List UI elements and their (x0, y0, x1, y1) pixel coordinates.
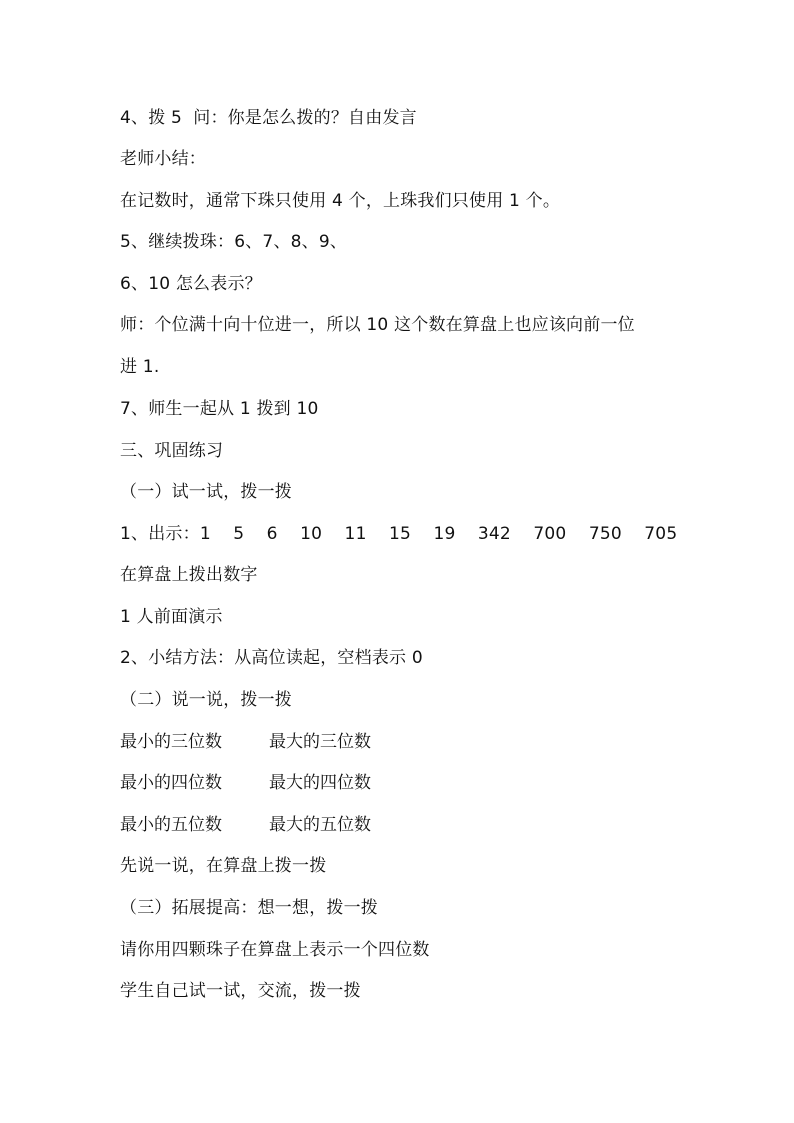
subsection-heading-2: （二）说一说，拨一拨 (120, 690, 292, 710)
subsection-heading-3: （三）拓展提高：想一想，拨一拨 (120, 898, 378, 918)
text-line-12: 在算盘上拨出数字 (120, 565, 258, 585)
comparison-row (120, 731, 371, 753)
text-line-4: 5、继续拨珠：6、7、8、9、 (120, 232, 348, 252)
text-line-3: 在记数时，通常下珠只使用 4 个，上珠我们只使用 1 个。 (120, 191, 561, 211)
comparison-row (120, 814, 371, 836)
text-line-7: 进 1. (120, 357, 160, 377)
subsection-heading-1: （一）试一试，拨一拨 (120, 482, 292, 502)
text-line-22: 学生自己试一试，交流，拨一拨 (120, 981, 361, 1001)
text-line-numbers: 1、出示：1 5 6 10 11 15 19 342 700 750 705 (120, 524, 678, 544)
text-line-21: 请你用四颗珠子在算盘上表示一个四位数 (120, 940, 430, 960)
section-heading-consolidation: 三、巩固练习 (120, 441, 224, 461)
smallest-label: 最小的五位数 (120, 815, 222, 835)
text-line-1: 4、拨 5 问：你是怎么拨的？自由发言 (120, 108, 417, 128)
largest-label: 最大的五位数 (269, 815, 371, 835)
smallest-label: 最小的三位数 (120, 732, 222, 752)
text-line-8: 7、师生一起从 1 拨到 10 (120, 399, 319, 419)
text-line-2: 老师小结： (120, 149, 206, 169)
text-line-13: 1 人前面演示 (120, 607, 223, 627)
text-line-14: 2、小结方法：从高位读起，空档表示 0 (120, 648, 423, 668)
text-line-5: 6、10 怎么表示？ (120, 274, 262, 294)
smallest-label: 最小的四位数 (120, 773, 222, 793)
comparison-row (120, 772, 371, 794)
text-line-6: 师：个位满十向十位进一，所以 10 这个数在算盘上也应该向前一位 (120, 315, 635, 335)
largest-label: 最大的三位数 (269, 732, 371, 752)
text-line-19: 先说一说，在算盘上拨一拨 (120, 856, 327, 876)
largest-label: 最大的四位数 (269, 773, 371, 793)
